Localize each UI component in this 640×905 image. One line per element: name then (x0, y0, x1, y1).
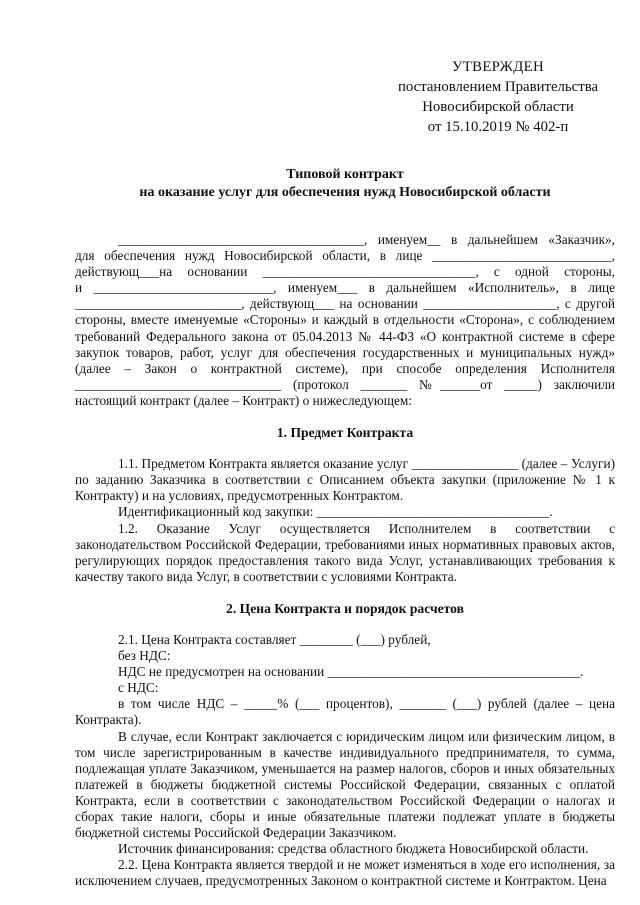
paragraph: Источник финансирования: средства областного бюджета Новосибирской области. (118, 841, 589, 857)
approval-date: от 15.10.2019 № 402-п (427, 119, 569, 135)
approval-line: постановлением Правительства (397, 79, 599, 95)
preamble-line: _____________________________________, именуем__ в дальнейшем «Заказчик», (118, 232, 615, 247)
paragraph: 1.1. Предметом Контракта является оказание услуг ________________ (далее – Услуги) по заданию Заказчика в соответствии с Описанием объекта закупки (приложение № 1 к Контракту) и на условиях, предусмотренных Контрактом. (75, 456, 615, 504)
approval-heading: УТВЕРЖДЕН (452, 59, 544, 75)
paragraph: 1.2. Оказание Услуг осуществляется Исполнителем в соответствии с законодательством Российской Федерации, требованиями иных нормативных правовых актов, регулирующих порядок предоставления такого вида Услуг, устанавливающих требования к качеству такого вида Услуг, в соответствии с условиями Контракта. (75, 520, 615, 584)
preamble-line: закупок товаров, работ, услуг для обеспечения государственных и муниципальных нужд» (75, 344, 615, 360)
preamble-line: (далее – Закон о контрактной системе), при способе определения Исполнителя (75, 360, 615, 376)
paragraph: В случае, если Контракт заключается с юридическим лицом или физическим лицом, в том числе зарегистрированным в качестве индивидуального предпринимателя, то сумма, подлежащая уплате Заказчиком, уменьшается на размер налогов, сборов и иных обязательных платежей в бюджеты бюджетной системы Российской Федерации, связанных с оплатой Контракта, если в соответствии с законодательством Российской Федерации о налогах и сборах такие налоги, сборы и иные обязательные платежи подлежат уплате в бюджеты бюджетной системы Российской Федерации Заказчиком. (75, 728, 615, 841)
document-body (75, 232, 615, 889)
preamble-line: стороны, вместе именуемые «Стороны» и каждый в отдельности «Сторона», с соблюдением (75, 312, 615, 328)
title-line: на оказание услуг для обеспечения нужд Новосибирской области (139, 185, 551, 200)
paragraph: 2.2. Цена Контракта является твердой и не может изменяться в ходе его исполнения, за исключением случаев, предусмотренных Законом о контрактной системе и Контрактом. Цена (75, 857, 615, 889)
preamble-line: _________________________, действующ___ на основании ____________________, с другой (75, 296, 615, 312)
approval-line: Новосибирской области (422, 99, 574, 115)
paragraph: без НДС: (118, 648, 171, 664)
preamble-line: _______________________________ (протокол _______ №______от _____) заключили (75, 376, 615, 392)
section-heading: 1. Предмет Контракта (276, 425, 414, 441)
paragraph: 2.1. Цена Контракта составляет ________ (___) рублей, (118, 631, 431, 647)
preamble-line: настоящий контракт (далее – Контракт) о нижеследующем: (75, 392, 412, 408)
paragraph: в том числе НДС – _____% (___ процентов), _______ (___) рублей (далее – цена Контракта). (75, 696, 615, 728)
section-heading: 2. Цена Контракта и порядок расчетов (226, 600, 464, 616)
preamble-line: действующ___на основании ________________________________, с одной стороны, (75, 264, 615, 280)
paragraph: с НДС: (118, 680, 159, 696)
preamble-line: и ___________________________, именуем___ в дальнейшем «Исполнитель», в лице (75, 280, 615, 296)
document-title (75, 166, 615, 202)
approval-stamp (388, 57, 608, 137)
paragraph: Идентификационный код закупки: ___________________________________. (118, 504, 553, 520)
paragraph: НДС не предусмотрен на основании ______________________________________. (118, 664, 584, 680)
title-line: Типовой контракт (286, 167, 404, 182)
preamble-line: для обеспечения нужд Новосибирской области, в лице ___________________________, (75, 248, 615, 264)
preamble-line: требований Федерального закона от 05.04.2013 № 44-ФЗ «О контрактной системе в сфере (75, 328, 615, 344)
